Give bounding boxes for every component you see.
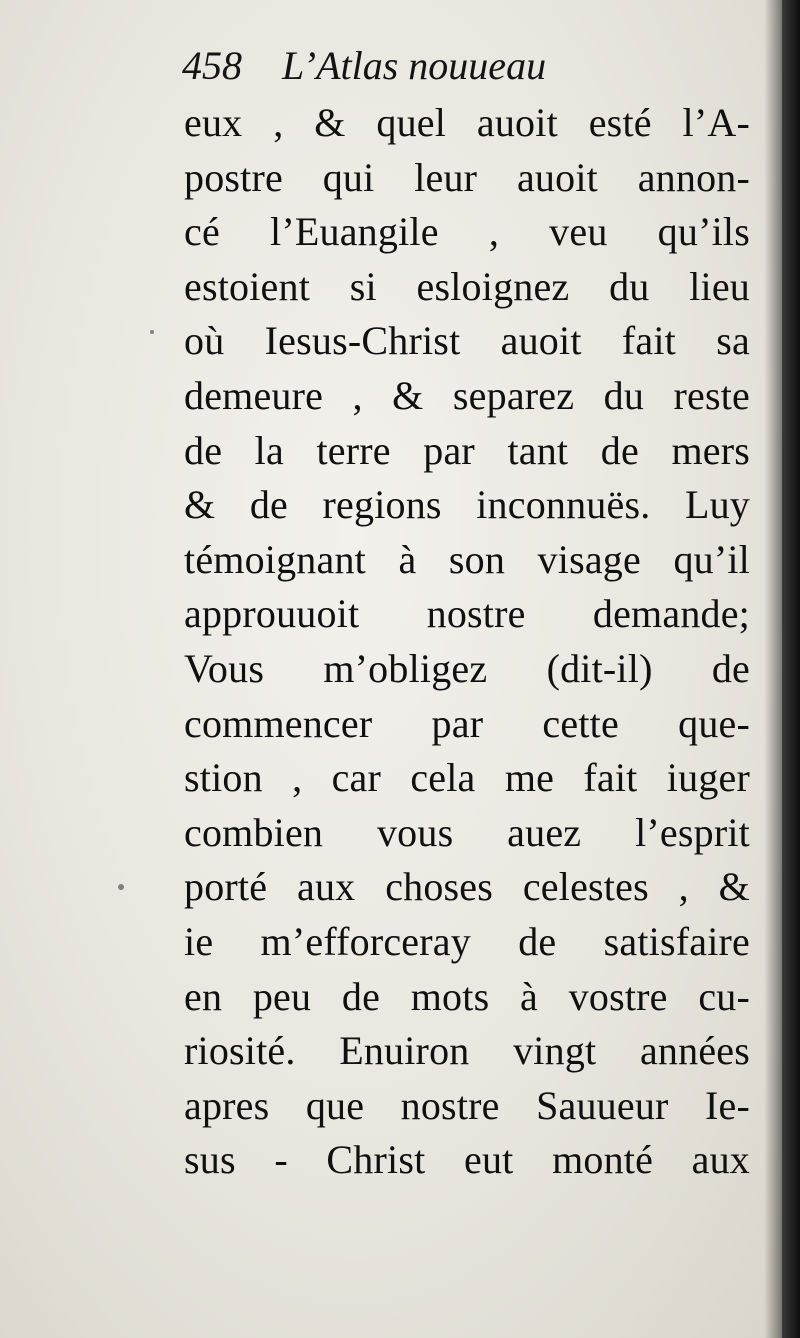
text-line: témoignant à son visage qu’il (184, 536, 750, 582)
text-line: commencer par cette que- (184, 700, 750, 746)
text-line: combien vous auez l’esprit (184, 809, 750, 855)
running-title: L’Atlas nouueau (282, 43, 547, 88)
page-edge-shadow (764, 0, 782, 1338)
text-line: stion , car cela me fait iuger (184, 755, 750, 801)
text-line: apres que nostre Sauueur Ie- (184, 1082, 750, 1128)
text-line: demeure , & separez du reste (184, 372, 750, 418)
text-line: Vous m’obligez (dit-il) de (184, 645, 750, 691)
book-spine-edge (782, 0, 800, 1338)
text-line: & de regions inconnuës. Luy (184, 482, 750, 528)
text-line: de la terre par tant de mers (184, 427, 750, 473)
text-line: porté aux choses celestes , & (184, 864, 750, 910)
running-head (182, 42, 702, 98)
ink-speck (118, 884, 124, 890)
text-line: sus - Christ eut monté aux (184, 1137, 750, 1183)
body-text (184, 96, 750, 1188)
ink-speck (150, 330, 154, 334)
text-line: eux , & quel auoit esté l’A- (184, 100, 750, 145)
page-number: 458 (182, 43, 242, 88)
text-line: riosité. Enuiron vingt années (184, 1028, 750, 1074)
text-line: postre qui leur auoit annon- (184, 154, 750, 200)
text-line: ie m’efforceray de satisfaire (184, 918, 750, 964)
text-line: cé l’Euangile , veu qu’ils (184, 209, 750, 255)
text-line: approuuoit nostre demande; (184, 591, 750, 637)
text-line: estoient si esloignez du lieu (184, 263, 750, 309)
text-line: où Iesus-Christ auoit fait sa (184, 318, 750, 364)
text-line: en peu de mots à vostre cu- (184, 973, 750, 1019)
